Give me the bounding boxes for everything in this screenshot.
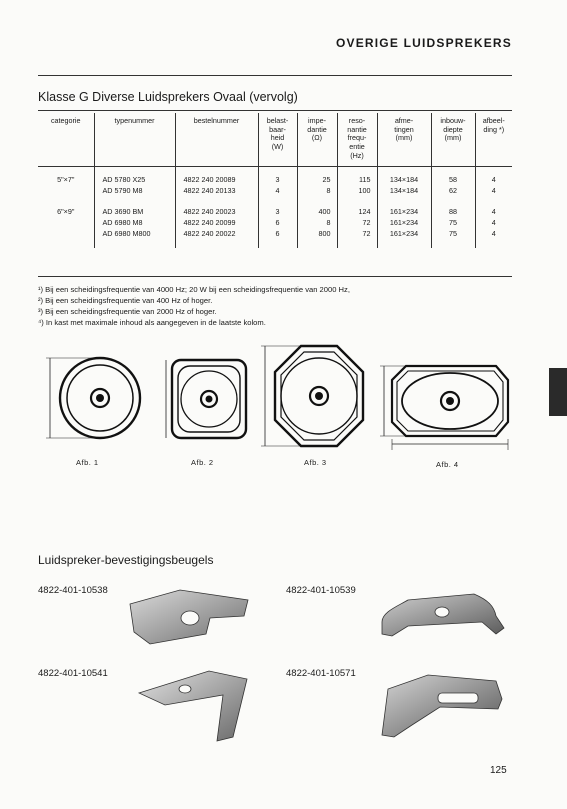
column-header-line: afme- [394,116,414,125]
spacer-cell [38,197,94,207]
cell-depth: 75 [431,229,475,240]
cell-hz: 100 [337,186,377,197]
spacer-cell [337,240,377,248]
table-spacer-row [38,197,512,207]
spacer-cell [475,240,512,248]
section-title: Klasse G Diverse Luidsprekers Ovaal (vervolg) [38,90,298,104]
column-header-line: (W) [271,141,284,151]
cell-order: 4822 240 20023 [175,207,258,218]
column-header-line: categorie [50,116,81,125]
cell-order: 4822 240 20133 [175,186,258,197]
column-header-line: dantie [307,124,327,134]
column-header-line: (Ω) [311,133,323,143]
bracket-10538-photo [120,582,255,652]
spacer-cell [94,197,175,207]
column-header [377,113,431,167]
spacer-cell [297,240,337,248]
column-header-line: nantie [347,124,367,134]
cell-depth: 75 [431,218,475,229]
table-row [38,218,512,229]
cell-cat [38,229,94,240]
table-top-rule [38,110,512,111]
cell-type: AD 5780 X25 [94,175,175,186]
cell-fig: 4 [475,229,512,240]
column-header [475,113,512,167]
table-spacer-row [38,167,512,176]
spacer-cell [258,240,297,248]
cell-cat [38,186,94,197]
figure-3-octagonal-speaker [257,340,377,455]
column-header [175,113,258,167]
cell-type: AD 6980 M8 [94,218,175,229]
column-header-line: typenummer [114,116,155,125]
cell-order: 4822 240 20089 [175,175,258,186]
page-number: 125 [490,765,507,776]
part-number-10571: 4822-401-10571 [286,668,356,679]
table-row [38,229,512,240]
table-spacer-row [38,240,512,248]
cell-depth: 58 [431,175,475,186]
cell-fig: 4 [475,218,512,229]
table-row [38,207,512,218]
cell-type: AD 6980 M800 [94,229,175,240]
column-header [431,113,475,167]
spacer-cell [377,197,431,207]
spacer-cell [431,197,475,207]
spacer-cell [431,167,475,176]
header-rule [38,75,512,76]
footnote: ²) Bij een scheidingsfrequentie van 400 Hz of hoger. [38,296,213,305]
column-header-line: (mm) [444,133,462,143]
cell-hz: 72 [337,229,377,240]
footnotes [38,284,350,328]
page-header: OVERIGE LUIDSPREKERS [335,36,512,50]
table-header-row [38,113,512,167]
column-header-line: heid [270,133,285,143]
column-header-line: (Hz) [350,150,364,160]
figure-1-caption: Afb. 1 [76,458,99,467]
column-header [94,113,175,167]
cell-hz: 72 [337,218,377,229]
cell-w: 6 [258,218,297,229]
column-header-line: inbouw- [440,116,466,125]
part-number-10539: 4822-401-10539 [286,585,356,596]
cell-dim: 134×184 [377,175,431,186]
column-header [297,113,337,167]
cell-ohm: 25 [297,175,337,186]
spacer-cell [258,197,297,207]
column-header-line: impe- [308,116,326,125]
footnote: ⁴) In kast met maximale inhoud als aangegeven in de laatste kolom. [38,318,266,327]
speaker-spec-table [38,113,512,248]
spacer-cell [337,197,377,207]
column-header-line: ding *) [483,124,505,134]
cell-w: 3 [258,207,297,218]
cell-fig: 4 [475,186,512,197]
column-header-line: reso- [348,116,366,125]
footnote: ³) Bij een scheidingsfrequentie van 2000 Hz of hoger. [38,307,217,316]
thumb-index-tab [549,368,567,416]
table-row [38,186,512,197]
table-body [38,167,512,249]
cell-ohm: 400 [297,207,337,218]
cell-dim: 161×234 [377,229,431,240]
bracket-10571-photo [378,665,508,740]
cell-dim: 161×234 [377,218,431,229]
spacer-cell [94,167,175,176]
column-header [337,113,377,167]
figure-4-caption: Afb. 4 [436,460,459,469]
column-header-line: (mm) [395,133,413,143]
column-header-line: tingen [394,124,414,134]
spacer-cell [377,167,431,176]
spacer-cell [377,240,431,248]
spacer-cell [175,197,258,207]
spacer-cell [258,167,297,176]
cell-w: 6 [258,229,297,240]
cell-dim: 161×234 [377,207,431,218]
cell-cat: 5"×7" [57,175,75,185]
cell-dim: 134×184 [377,186,431,197]
cell-type: AD 5790 M8 [94,186,175,197]
figure-4-oval-speaker [378,356,523,454]
cell-fig: 4 [475,175,512,186]
spacer-cell [475,197,512,207]
cell-ohm: 8 [297,186,337,197]
cell-type: AD 3690 BM [94,207,175,218]
figure-2-square-speaker [158,350,258,450]
spacer-cell [94,240,175,248]
cell-cat [38,218,94,229]
cell-order: 4822 240 20022 [175,229,258,240]
cell-w: 4 [258,186,297,197]
column-header-line: entie [349,141,365,151]
cell-depth: 88 [431,207,475,218]
column-header-line: frequ- [347,133,367,143]
spacer-cell [297,167,337,176]
table-row [38,175,512,186]
cell-w: 3 [258,175,297,186]
bracket-10539-photo [378,582,508,642]
part-number-10538: 4822-401-10538 [38,585,108,596]
table-bottom-rule [38,276,512,277]
spacer-cell [297,197,337,207]
spacer-cell [175,167,258,176]
column-header-line: baar- [269,124,286,134]
spacer-cell [38,167,94,176]
spacer-cell [175,240,258,248]
column-header-line: afbeel- [482,116,505,125]
column-header [38,113,94,167]
cell-depth: 62 [431,186,475,197]
footnote: ¹) Bij een scheidingsfrequentie van 4000 Hz; 20 W bij een scheidingsfrequentie van 2000 Hz, [38,285,350,294]
column-header-line: diepte [443,124,463,134]
figure-3-caption: Afb. 3 [304,458,327,467]
cell-fig: 4 [475,207,512,218]
cell-ohm: 8 [297,218,337,229]
bracket-10541-photo [125,665,255,743]
cell-hz: 115 [337,175,377,186]
spacer-cell [431,240,475,248]
spacer-cell [38,240,94,248]
cell-order: 4822 240 20099 [175,218,258,229]
cell-ohm: 800 [297,229,337,240]
column-header-line: belast- [266,116,289,125]
figure-1-round-speaker [40,350,160,450]
figure-2-caption: Afb. 2 [191,458,214,467]
cell-hz: 124 [337,207,377,218]
brackets-section-title: Luidspreker-bevestigingsbeugels [38,553,214,567]
cell-cat: 6"×9" [57,207,75,217]
spacer-cell [337,167,377,176]
spacer-cell [475,167,512,176]
column-header [258,113,297,167]
part-number-10541: 4822-401-10541 [38,668,108,679]
column-header-line: bestelnummer [193,116,240,125]
